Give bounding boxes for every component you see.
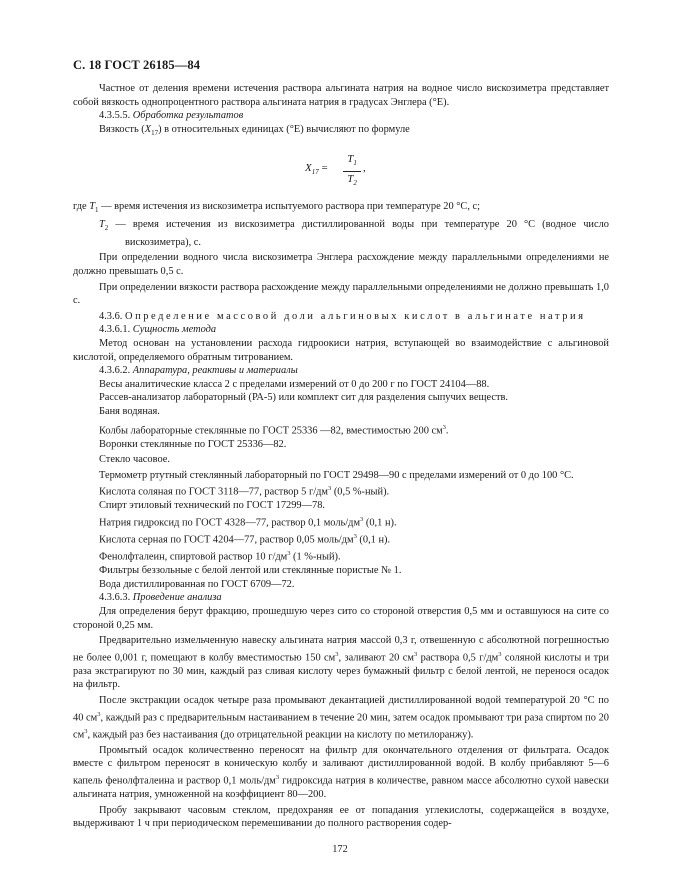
page-number: 172 [332, 844, 348, 855]
section-4-3-6-heading: 4.3.6. Определение массовой доли альгиновых кислот в альгинате натрия [99, 310, 586, 322]
equipment-item: Спирт этиловый технический по ГОСТ 17299—78. [99, 500, 326, 512]
equipment-item: Рассев-анализатор лабораторный (РА-5) или комплект сит для разделения сыпучих веществ. [99, 392, 509, 404]
equipment-item: Стекло часовое. [99, 454, 170, 466]
formula-fraction: $\frac{T_1}{T_2}$ [343, 152, 361, 189]
paragraph-fraction: Для определения берут фракцию, прошедшую через сито со стороной отверстия 0,5 мм и оставшуюся на сите со стороной 0,25 мм. [73, 605, 609, 631]
section-4-3-6-2-heading: 4.3.6.2. Аппаратура, реактивы и материалы [99, 365, 298, 377]
paragraph-sample-extraction: Предварительно измельченную навеску альгината натрия массой 0,3 г, отвешенную с абсолютной погрешностью не более 0,001 г, помещают в колбу вместимостью 150 $см^3$, заливают 20 $см^3$ раствора 0,5 $г/дм^3$ соляной кислоты и три раза экстрагируют по 30 мин, каждый раз сливая кислоту через бумажный фильтр с белой лентой, не перенося осадок на фильтр. [73, 635, 609, 691]
equipment-item: Фильтры беззольные с белой лентой или стеклянные пористые № 1. [99, 565, 402, 577]
paragraph-where-t1: где $T_1$ — время истечения из вискозиметра испытуемого раствора при температуре 20 °С, с; [73, 201, 481, 215]
paragraph-degree-engler: Частное от деления времени истечения раствора альгината натрия на водное число вискозиметра представляет собой вязкость однопроцентного раствора альгината натрия в градусах Энглера (°Е). [73, 83, 609, 108]
equipment-item: Колбы лабораторные стеклянные по ГОСТ 25336 —82, вместимостью 200 $см^3$. [99, 423, 449, 436]
equipment-item: Баня водяная. [99, 405, 160, 417]
equipment-item: Натрия гидроксид по ГОСТ 4328—77, раствор 0,1 моль/$дм^3$ (0,1 н). [99, 516, 397, 529]
section-4-3-6-3-heading: 4.3.6.3. Проведение анализа [99, 592, 222, 604]
equipment-item: Кислота серная по ГОСТ 4204—77, раствор 0,05 моль/$дм^3$ (0,1 н). [99, 533, 391, 546]
document-body [73, 82, 609, 831]
equipment-item: Фенолфталеин, спиртовой раствор 10 $г/дм^3$ (1 %-ный). [99, 550, 341, 563]
section-4-3-5-5-heading: 4.3.5.5. Обработка результатов [99, 110, 244, 122]
paragraph-where-t2: $T_2$ — время истечения из вискозиметра дистиллированной воды при температуре 20 °С (водное число вискозиметра), с. [99, 219, 609, 248]
equipment-item: Кислота соляная по ГОСТ 3118—77, раствор 5 $г/дм^3$ (0,5 %-ный). [99, 485, 390, 498]
equipment-item: Вода дистиллированная по ГОСТ 6709—72. [99, 578, 295, 590]
paragraph-watch-glass: Пробу закрывают часовым стеклом, предохраняя ее от попадания углекислоты, содержащейся в воздухе, выдерживают 1 ч при периодическом перемешивании до полного растворения содер- [73, 804, 609, 830]
paragraph-viscosity-tolerance: При определении вязкости раствора расхождение между параллельными определениями не должно превышать 1,0 с. [73, 281, 609, 307]
equipment-item: Термометр ртутный стеклянный лабораторный по ГОСТ 29498—90 с пределами измерений от 0 до 100 °С. [99, 469, 574, 481]
equipment-item: Весы аналитические класса 2 с пределами измерений от 0 до 200 г по ГОСТ 24104—88. [99, 378, 490, 390]
paragraph-washing: После экстракции осадок четыре раза промывают декантацией дистиллированной водой температурой 20 °С по 40 $см^3$, каждый раз с предварительным настаиванием в течение 20 мин, затем осадок промывают три раза спиртом по 20 $см^3$, каждый раз без настаивания (до отрицательной реакции на кислоту по метилоранжу). [73, 695, 609, 741]
paragraph-method: Метод основан на установлении расхода гидроокиси натрия, вступающей во взаимодействие с альгиновой кислотой, определяемого обратным титрованием. [73, 337, 609, 363]
paragraph-engler-tolerance: При определении водного числа вискозиметра Энглера расхождение между параллельными определениями не должно превышать 0,5 с. [73, 252, 609, 277]
paragraph-viscosity-intro: Вязкость $(X_{17})$ в относительных единицах (°Е) вычисляют по формуле [99, 123, 410, 137]
equipment-item: Воронки стеклянные по ГОСТ 25336—82. [99, 438, 287, 450]
paragraph-titration: Промытый осадок количественно переносят на фильтр для окончательного отделения от фильтрата. Осадок вместе с фильтром переносят в коническую колбу и заливают дистиллированной водой. В колбу прибавляют 5—6 капель фенолфталеина и раствор 0,1 моль/$дм^3$ гидроксида натрия в количестве, равном массе абсолютно сухой навески альгината натрия, умноженной на коэффициент 80—200. [73, 744, 609, 800]
page-header: С. 18 ГОСТ 26185—84 [73, 58, 201, 72]
section-4-3-6-1-heading: 4.3.6.1. Сущность метода [99, 324, 217, 336]
viscosity-formula: $X_{17}$ = $\frac{T_1}{T_2}$ , [73, 154, 609, 184]
